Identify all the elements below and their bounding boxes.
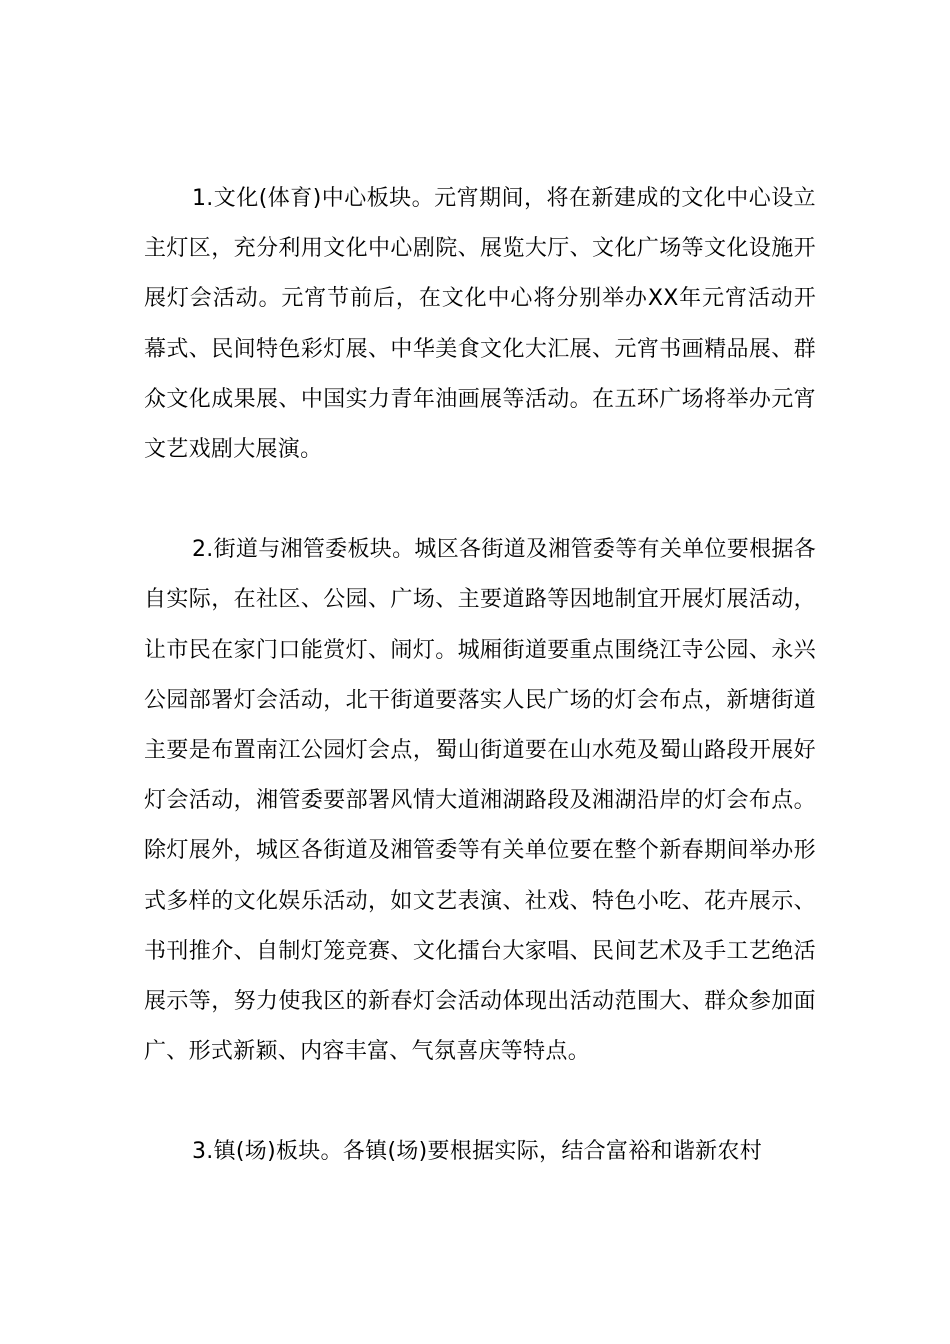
paragraph-streets-committee: 2.街道与湘管委板块。城区各街道及湘管委等有关单位要根据各自实际，在社区、公园、广场、主要道路等因地制宜开展灯展活动，让市民在家门口能赏灯、闹灯。城厢街道要重点围绕江寺公园、永兴公园部署灯会活动，北干街道要落实人民广场的灯会布点，新塘街道主要是布置南江公园灯会点，蜀山街道要在山水苑及蜀山路段开展好灯会活动，湘管委要部署风情大道湘湖路段及湘湖沿岸的灯会布点。除灯展外，城区各街道及湘管委等有关单位要在整个新春期间举办形式多样的文化娱乐活动，如文艺表演、社戏、特色小吃、花卉展示、书刊推介、自制灯笼竞赛、文化擂台大家唱、民间艺术及手工艺绝活展示等，努力使我区的新春灯会活动体现出活动范围大、群众参加面广、形式新颖、内容丰富、气氛喜庆等特点。 <box>144 537 816 1065</box>
document-body <box>144 174 816 1178</box>
paragraph-towns: 3.镇(场)板块。各镇(场)要根据实际，结合富裕和谐新农村 <box>192 1139 763 1165</box>
paragraph-culture-center: 1.文化(体育)中心板块。元宵期间，将在新建成的文化中心设立主灯区，充分利用文化中心剧院、展览大厅、文化广场等文化设施开展灯会活动。元宵节前后，在文化中心将分别举办XX年元宵活动开幕式、民间特色彩灯展、中华美食文化大汇展、元宵书画精品展、群众文化成果展、中国实力青年油画展等活动。在五环广场将举办元宵文艺戏剧大展演。 <box>144 186 816 463</box>
